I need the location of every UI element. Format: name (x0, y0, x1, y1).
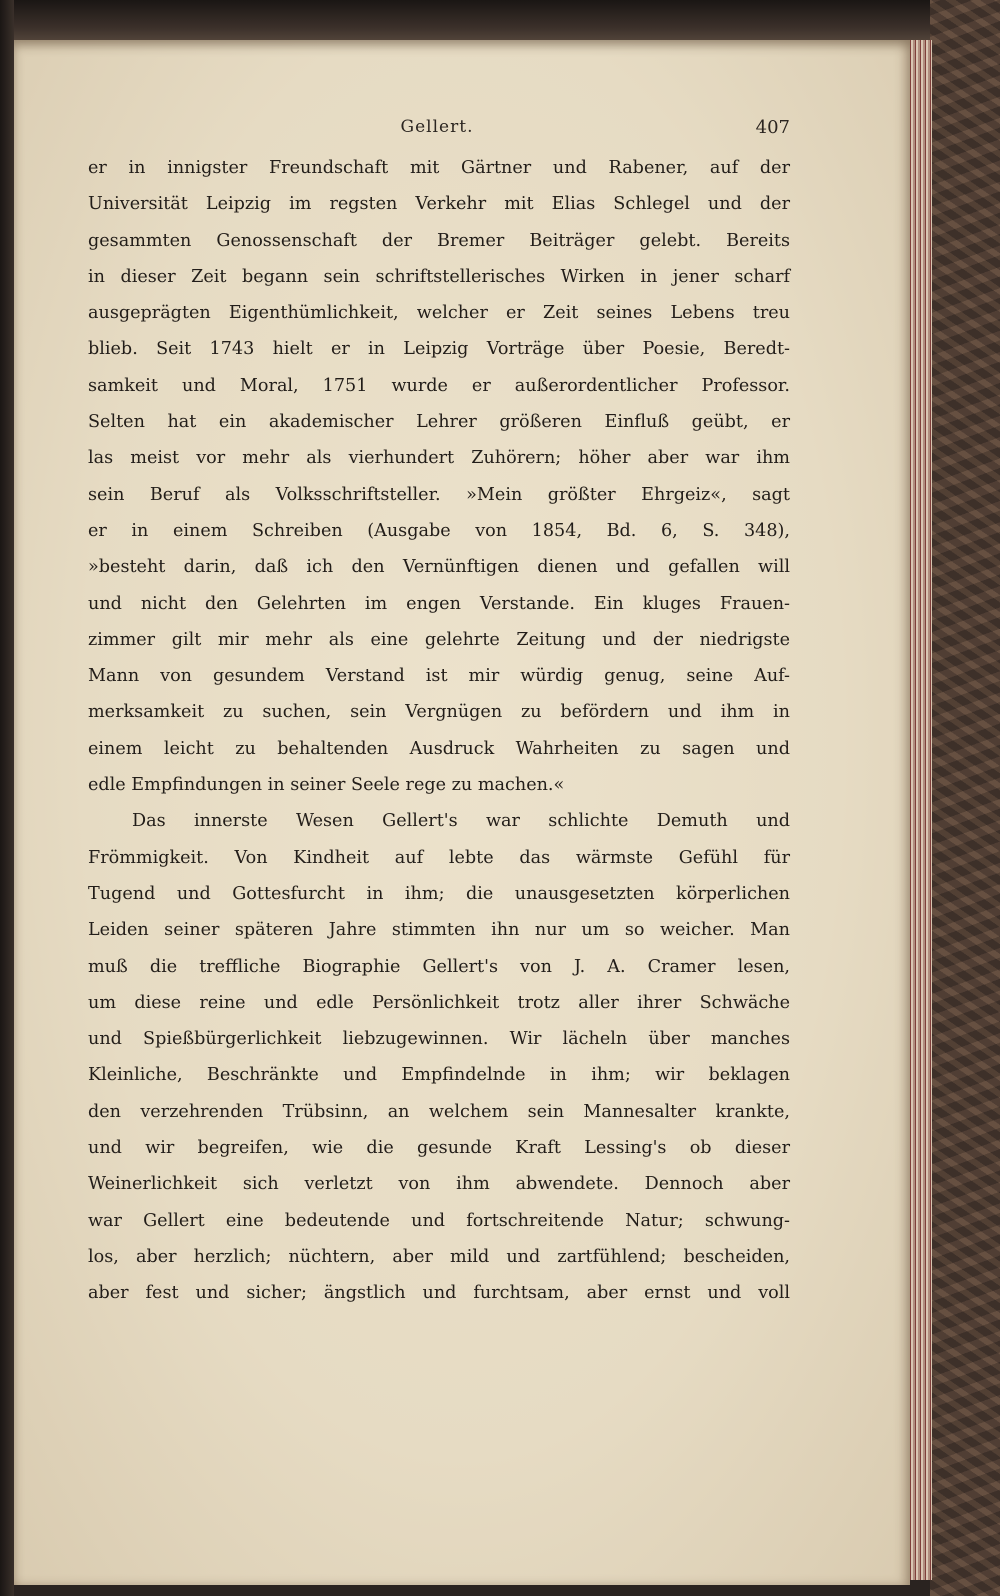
text-line: zimmer gilt mir mehr als eine gelehrte Zeitung und der niedrigste (88, 629, 790, 650)
text-line: gesammten Genossenschaft der Bremer Beiträger gelebt. Bereits (88, 230, 790, 251)
text-line: war Gellert eine bedeutende und fortschreitende Natur; schwung- (88, 1210, 790, 1231)
book-page (14, 40, 910, 1585)
text-line: Frömmigkeit. Von Kindheit auf lebte das wärmste Gefühl für (88, 847, 790, 868)
text-line: Leiden seiner späteren Jahre stimmten ihn nur um so weicher. Man (88, 920, 790, 941)
page-stack-edge (908, 40, 932, 1580)
text-line: Mann von gesundem Verstand ist mir würdig genug, seine Auf- (88, 666, 790, 687)
text-line: und wir begreifen, wie die gesunde Kraft Lessing's ob dieser (88, 1138, 790, 1159)
page-number: 407 (755, 117, 790, 138)
text-line: merksamkeit zu suchen, sein Vergnügen zu befördern und ihm in (88, 702, 790, 723)
text-line: blieb. Seit 1743 hielt er in Leipzig Vorträge über Poesie, Beredt- (88, 339, 790, 360)
text-line: den verzehrenden Trübsinn, an welchem sein Mannesalter krankte, (88, 1101, 790, 1122)
text-line: los, aber herzlich; nüchtern, aber mild und zartfühlend; bescheiden, (88, 1246, 790, 1267)
body-text (88, 150, 790, 1312)
text-line: er in einem Schreiben (Ausgabe von 1854, Bd. 6, S. 348), (88, 520, 790, 541)
text-line: muß die treffliche Biographie Gellert's von J. A. Cramer lesen, (88, 956, 790, 977)
text-line: um diese reine und edle Persönlichkeit trotz aller ihrer Schwäche (88, 992, 790, 1013)
text-line: Kleinliche, Beschränkte und Empfindelnde in ihm; wir beklagen (88, 1065, 790, 1086)
text-line: aber fest und sicher; ängstlich und furchtsam, aber ernst und voll (88, 1283, 790, 1304)
running-title: Gellert. (400, 117, 474, 137)
text-line: einem leicht zu behaltenden Ausdruck Wahrheiten zu sagen und (88, 738, 790, 759)
text-line: las meist vor mehr als vierhundert Zuhörern; höher aber war ihm (88, 448, 790, 469)
text-line: Universität Leipzig im regsten Verkehr mit Elias Schlegel und der (88, 194, 790, 215)
text-line: Weinerlichkeit sich verletzt von ihm abwendete. Dennoch aber (88, 1174, 790, 1195)
running-header (84, 117, 790, 143)
text-line: Selten hat ein akademischer Lehrer größeren Einfluß geübt, er (88, 412, 790, 433)
text-line: »besteht darin, daß ich den Vernünftigen dienen und gefallen will (88, 557, 790, 578)
text-line: und nicht den Gelehrten im engen Verstande. Ein kluges Frauen- (88, 593, 790, 614)
text-line: in dieser Zeit begann sein schriftstellerisches Wirken in jener scharf (88, 266, 790, 287)
text-line: samkeit und Moral, 1751 wurde er außerordentlicher Professor. (88, 375, 790, 396)
text-line: er in innigster Freundschaft mit Gärtner und Rabener, auf der (88, 158, 790, 178)
text-line: Das innerste Wesen Gellert's war schlichte Demuth und (132, 811, 790, 832)
gutter-edge (0, 0, 14, 1596)
text-line: und Spießbürgerlichkeit liebzugewinnen. Wir lächeln über manches (88, 1029, 790, 1050)
text-line: ausgeprägten Eigenthümlichkeit, welcher er Zeit seines Lebens treu (88, 303, 790, 324)
text-line: edle Empfindungen in seiner Seele rege zu machen.« (88, 775, 565, 796)
text-line: Tugend und Gottesfurcht in ihm; die unausgesetzten körperlichen (88, 883, 790, 904)
marbled-cover-board (930, 0, 1000, 1596)
text-line: sein Beruf als Volksschriftsteller. »Mein größter Ehrgeiz«, sagt (88, 484, 790, 505)
